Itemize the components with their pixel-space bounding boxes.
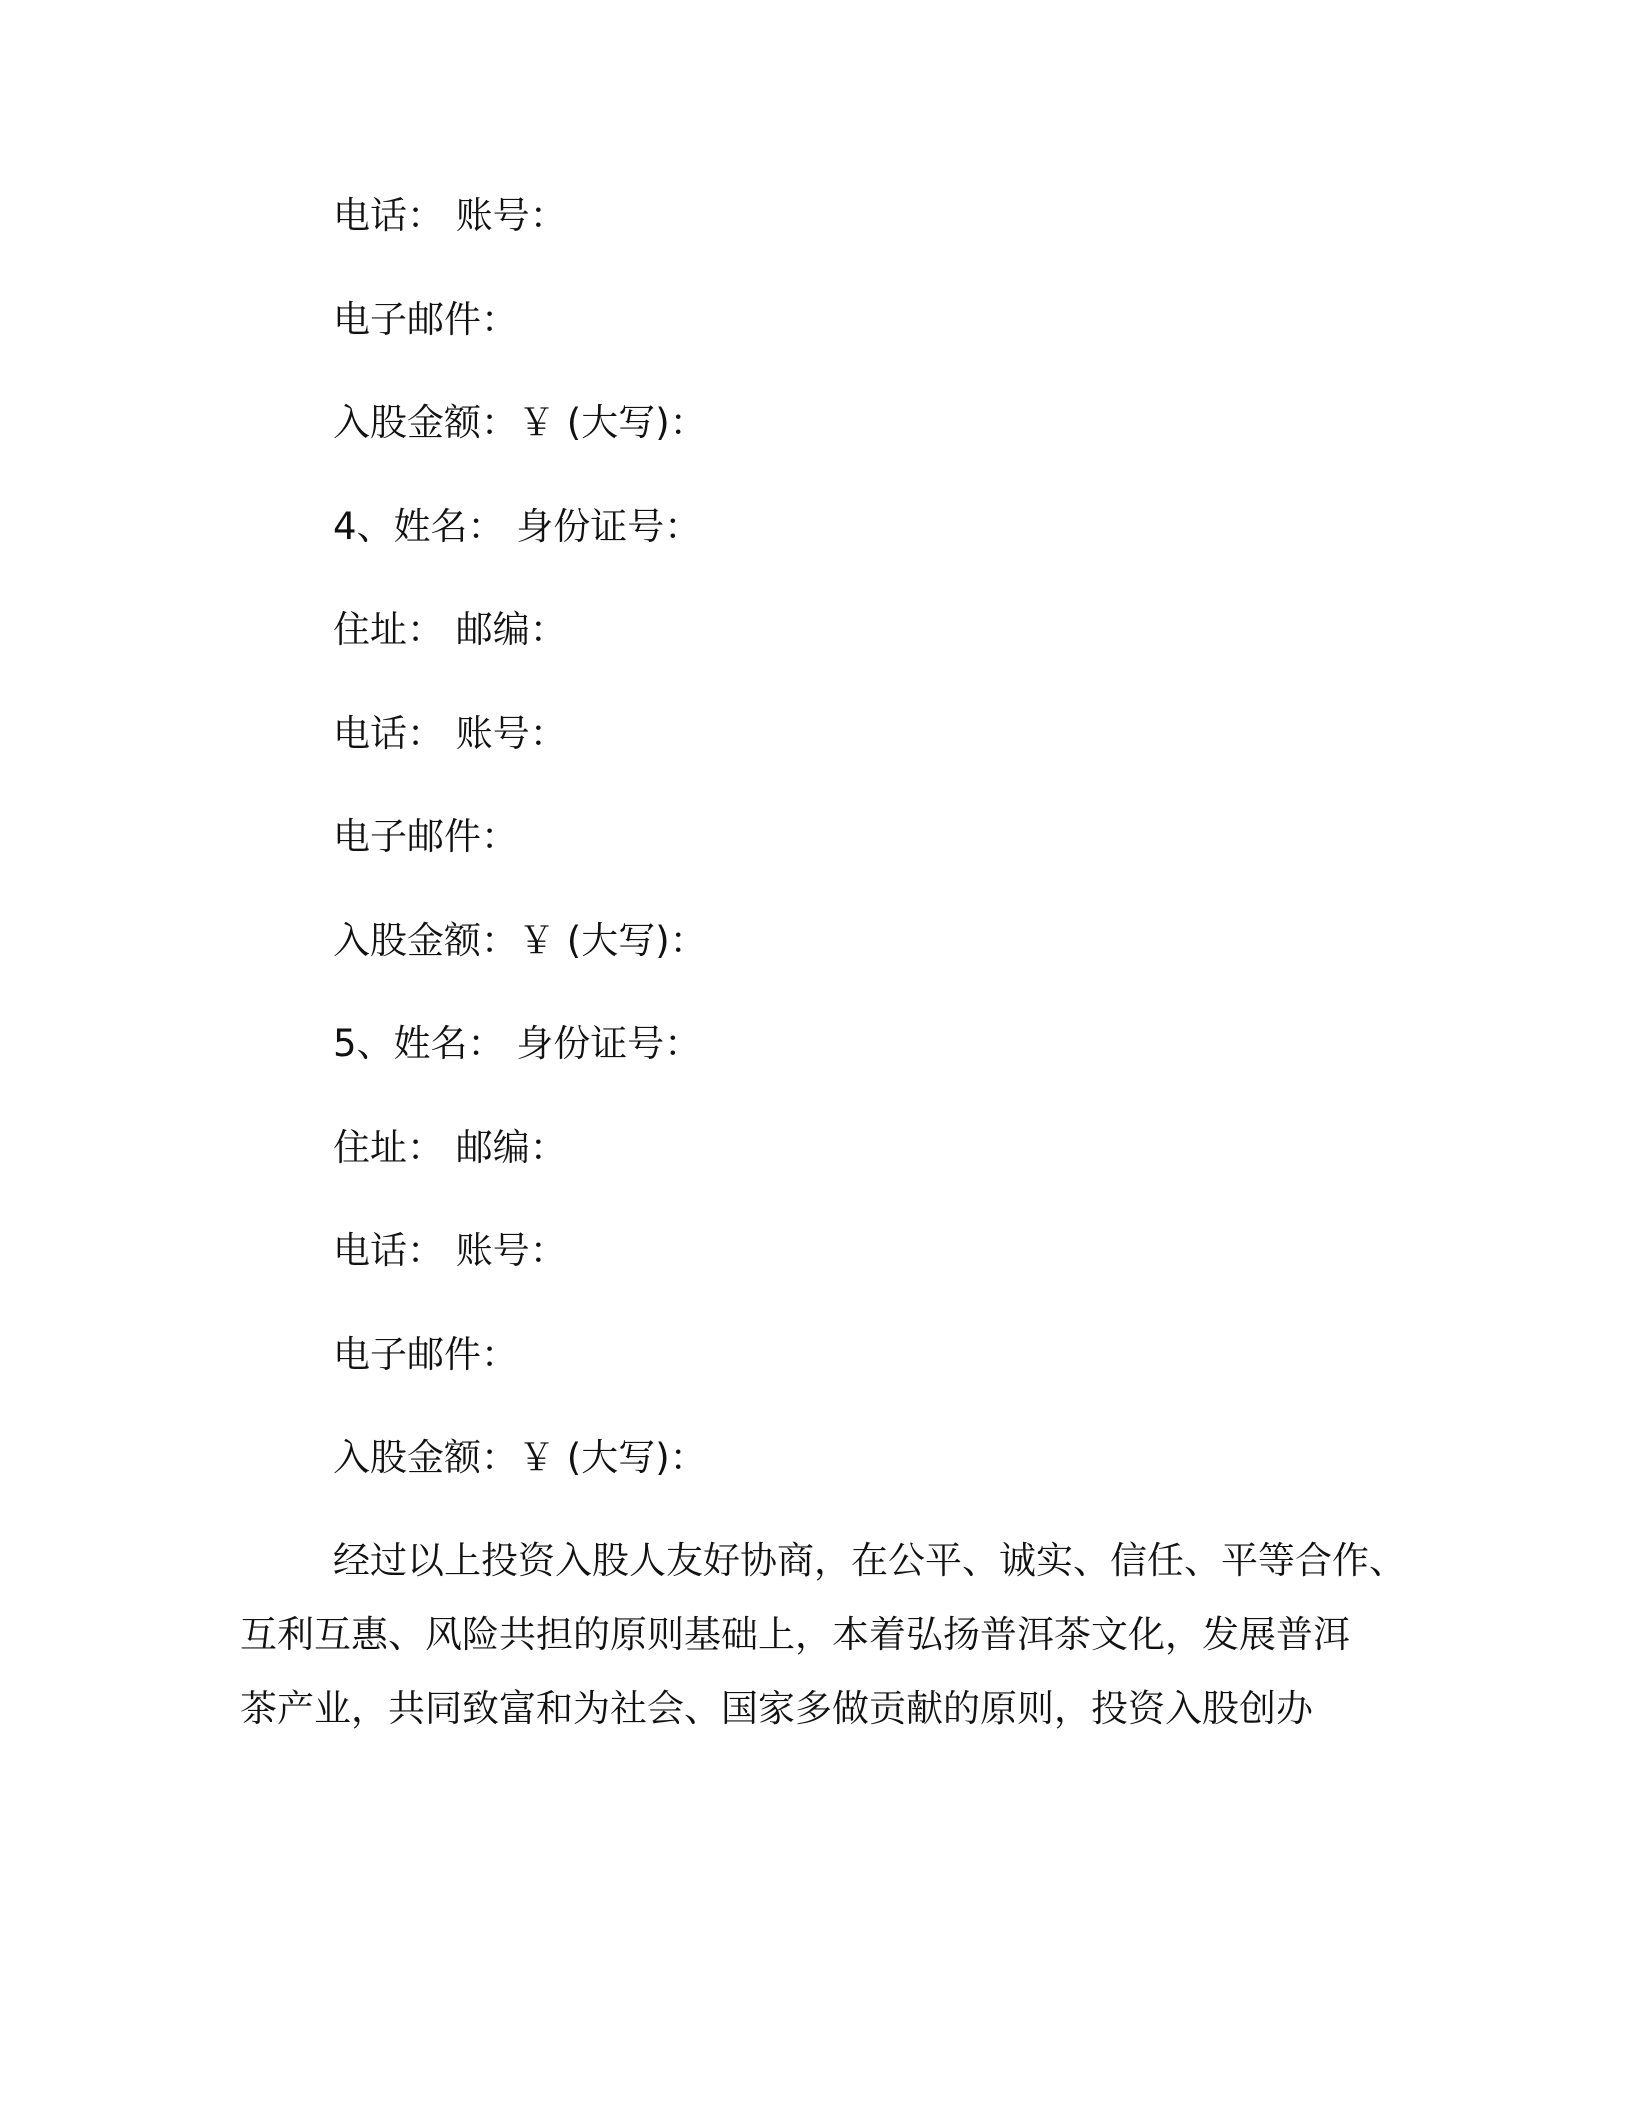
- paragraph-line: 经过以上投资入股人友好协商，在公平、诚实、信任、平等合作、: [333, 1539, 1406, 1582]
- form-line-email: 电子邮件：: [333, 297, 518, 341]
- form-line-phone-account: 电话： 账号：: [333, 194, 567, 237]
- form-line-phone-account: 电话： 账号：: [333, 711, 567, 755]
- form-line-share-amount: 入股金额：￥ (大写)：: [333, 918, 707, 962]
- form-line-name-id: 4、姓名： 身份证号：: [333, 504, 702, 548]
- paragraph-line: 互利互惠、风险共担的原则基础上，本着弘扬普洱茶文化，发展普洱: [240, 1613, 1350, 1656]
- paragraph-line: 茶产业，共同致富和为社会、国家多做贡献的原则，投资入股创办: [240, 1687, 1313, 1730]
- form-line-name-id: 5、姓名： 身份证号：: [333, 1022, 702, 1065]
- form-line-email: 电子邮件：: [333, 1332, 518, 1376]
- form-line-share-amount: 入股金额：￥ (大写)：: [333, 1436, 707, 1479]
- form-line-address-postcode: 住址： 邮编：: [333, 1125, 567, 1169]
- shareholder-form-fields: [333, 186, 1433, 1532]
- agreement-paragraph: [240, 1524, 1420, 1746]
- form-line-address-postcode: 住址： 邮编：: [333, 608, 567, 651]
- form-line-phone-account: 电话： 账号：: [333, 1229, 567, 1272]
- form-line-email: 电子邮件：: [333, 815, 518, 858]
- form-line-share-amount: 入股金额：￥ (大写)：: [333, 401, 707, 444]
